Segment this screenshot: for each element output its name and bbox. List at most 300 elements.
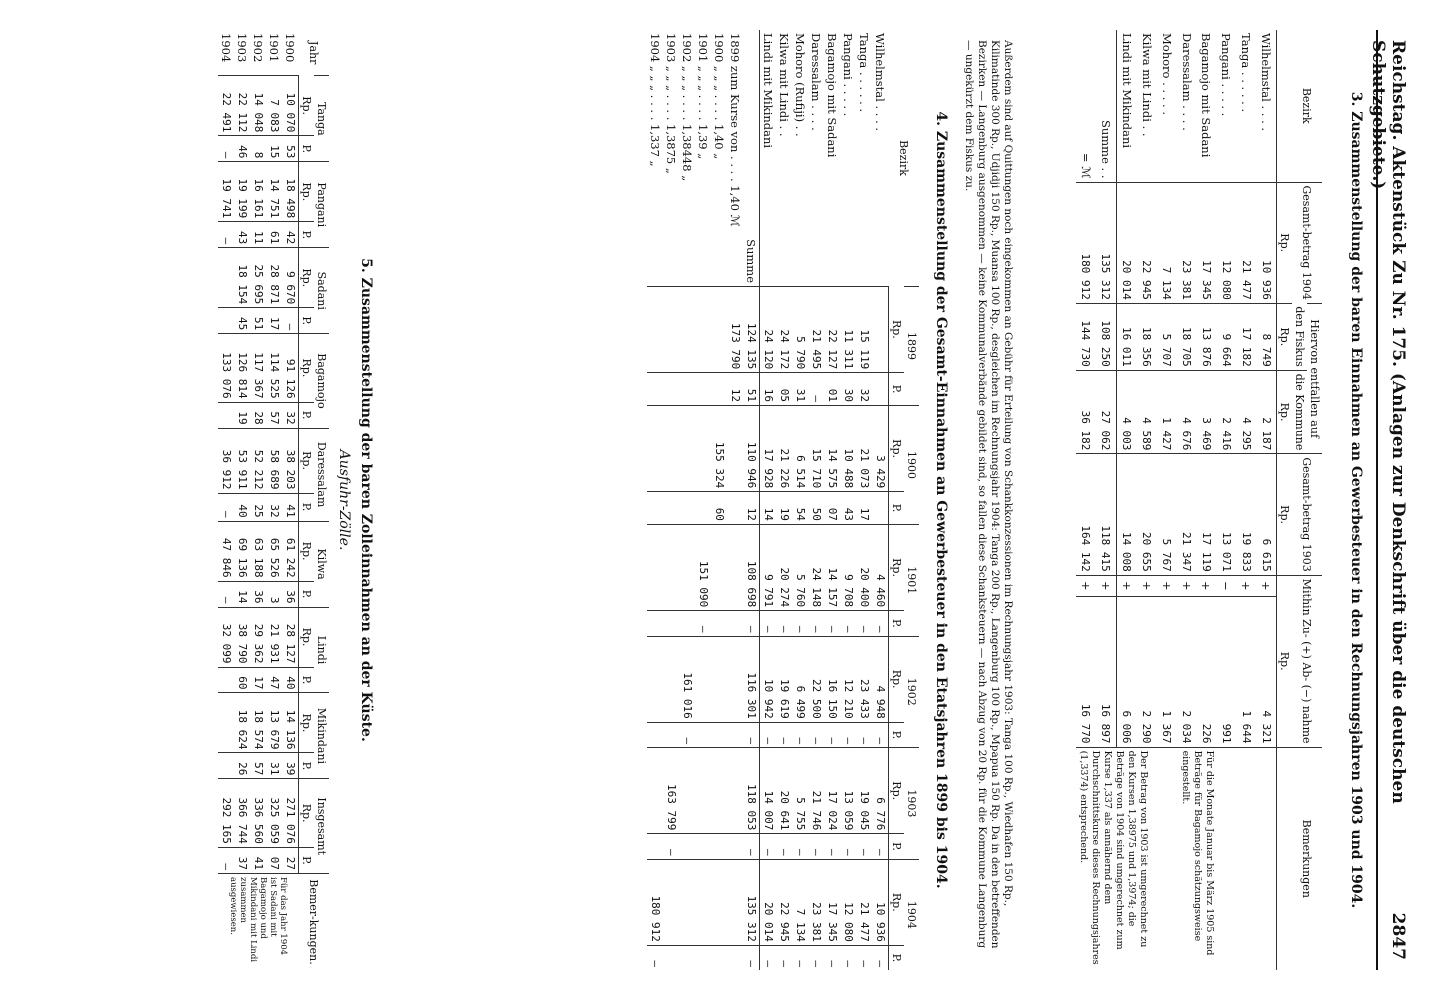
value-rp: 19 741 — [219, 162, 235, 222]
empty-cell — [680, 945, 696, 970]
table-row — [809, 30, 825, 970]
empty-cell — [712, 834, 728, 859]
unit-label: Rp. — [1277, 575, 1293, 747]
value-p: 37 — [235, 847, 251, 873]
value-p: 15 — [267, 136, 283, 162]
year-cell: 1900 — [283, 33, 298, 63]
empty-cell — [728, 611, 744, 636]
value-rp: 5 760 — [793, 524, 809, 610]
mark-p: — — [696, 611, 712, 636]
table-row — [873, 30, 889, 970]
value-p: — — [283, 308, 299, 334]
table-row — [235, 30, 251, 970]
value-p: 25 — [251, 493, 267, 521]
header-title: Reichstag. Aktenstück Zu Nr. 175. (Anlagen zur Denkschrift über die deutschen Schutzgebiete.) — [1368, 40, 1408, 804]
value-rp: 6 499 — [793, 636, 809, 722]
value-p: 32 — [857, 373, 873, 406]
value-cell: 4 295 — [1236, 370, 1256, 454]
value-rp: 9 670 — [283, 248, 299, 308]
empty-cell — [648, 834, 664, 859]
value-rp: 23 433 — [857, 636, 873, 722]
value-rp: 69 136 — [235, 521, 251, 581]
value-cell: 4 676 — [1177, 370, 1197, 454]
sum-p: 12 — [744, 492, 761, 525]
table-row — [857, 30, 873, 970]
col-bezirk: Bezirk — [1300, 87, 1314, 124]
kurs-row — [696, 30, 712, 970]
empty-cell — [648, 748, 664, 834]
unit-rp: Rp. — [889, 859, 905, 945]
table-row — [283, 30, 299, 970]
mark-cell: 16 770 — [1076, 596, 1096, 747]
value-rp: 13 679 — [267, 693, 283, 753]
value-p: — — [857, 834, 873, 859]
bezirk-name: Mohoro . . . . . — [1159, 33, 1174, 116]
value-cell: 13 071 — [1216, 454, 1236, 575]
value-p: — — [219, 222, 235, 248]
empty-cell — [680, 373, 696, 406]
value-cell: 17 182 — [1236, 303, 1256, 370]
value-rp: 20 641 — [777, 748, 793, 834]
unit-label: Rp. — [1277, 454, 1293, 575]
value-p: 50 — [809, 492, 825, 525]
value-rp: 18 574 — [251, 693, 267, 753]
value-p: 8 — [251, 136, 267, 162]
empty-cell — [664, 945, 680, 970]
value-p: 17 — [267, 308, 283, 334]
empty-cell — [712, 287, 728, 373]
value-rp: 114 525 — [267, 334, 283, 402]
bezirk-name: Daressalam . . . . — [1179, 33, 1194, 131]
value-p: 32 — [267, 493, 283, 521]
mark-value: 173 790 — [728, 287, 744, 373]
section-5-table — [219, 30, 330, 970]
empty-cell — [680, 405, 696, 491]
empty-cell — [648, 524, 664, 610]
value-p: — — [219, 493, 235, 521]
col-year: 1902 — [904, 636, 919, 748]
kurs-row — [680, 30, 696, 970]
value-p: — — [857, 611, 873, 636]
empty-cell — [712, 373, 728, 406]
mark-cell: 164 142 — [1076, 454, 1096, 575]
value-rp: 22 112 — [235, 76, 251, 136]
unit-rp: Rp. — [299, 162, 315, 222]
col-place: Insgesamt — [314, 779, 329, 874]
sum-label: Summe . . — [1096, 30, 1116, 182]
value-rp: 38 790 — [235, 607, 251, 667]
value-rp: 14 751 — [267, 162, 283, 222]
mark-cell: 180 912 — [1076, 182, 1096, 303]
table-row — [841, 30, 857, 970]
unit-label: Rp. — [1277, 370, 1293, 454]
value-cell: 4 003 — [1116, 370, 1136, 454]
value-p: — — [793, 722, 809, 747]
remark-text: Der Betrag von 1903 ist umgerechnet zu den Kursen 1,38975 und 1,3974; die Beträge von 1904 sind umgerechnet zum Kurse 1,337 als annähernd dem Durchschnittskurse dieses Rechnungsjahres (1,3374) entsprechend. — [1078, 750, 1149, 965]
value-rp: 14 575 — [825, 405, 841, 491]
col-place: Mikindani — [314, 693, 329, 779]
unit-p: P. — [299, 402, 315, 428]
unit-p: P. — [299, 493, 315, 521]
section-3-table — [1076, 30, 1322, 970]
value-rp: 53 911 — [235, 428, 251, 493]
empty-cell — [664, 373, 680, 406]
value-rp: 21 073 — [857, 405, 873, 491]
value-rp: 47 846 — [219, 521, 235, 581]
sum-p: — — [744, 834, 761, 859]
empty-cell — [728, 834, 744, 859]
value-p: — — [873, 722, 889, 747]
value-rp: 6 514 — [793, 405, 809, 491]
empty-cell — [664, 636, 680, 722]
empty-cell — [648, 611, 664, 636]
mark-value: 180 912 — [648, 859, 664, 945]
col-bemerkungen: Bemer-kungen. — [299, 874, 330, 971]
value-p: — — [873, 611, 889, 636]
col-year: 1900 — [904, 405, 919, 524]
value-p: 36 — [251, 581, 267, 607]
value-p: 3 — [267, 581, 283, 607]
value-rp: 28 127 — [283, 607, 299, 667]
value-rp: 22 945 — [777, 859, 793, 945]
kurs-label: 1904 „ „ „ . . . . 1,337 „ — [648, 33, 663, 167]
value-rp: 22 491 — [219, 76, 235, 136]
value-cell: 2 290 — [1137, 596, 1157, 747]
bezirk-name: Bagamojo mit Sadani — [825, 33, 840, 158]
col-year: 1903 — [904, 748, 919, 860]
value-p: 61 — [267, 222, 283, 248]
col-place: Pangani — [314, 162, 329, 248]
value-rp: 10 942 — [760, 636, 777, 722]
sum-p: — — [744, 611, 761, 636]
value-p: — — [873, 945, 889, 970]
value-rp — [873, 287, 889, 373]
value-rp: 29 362 — [251, 607, 267, 667]
unit-rp: Rp. — [889, 524, 905, 610]
value-p: — — [793, 611, 809, 636]
value-rp: 14 157 — [825, 524, 841, 610]
sign-cell: + — [1256, 575, 1276, 596]
value-rp: 12 210 — [841, 636, 857, 722]
value-rp: 17 024 — [825, 748, 841, 834]
col-bezirk: Bezirk — [897, 140, 911, 176]
value-p — [873, 373, 889, 406]
kurs-row — [664, 30, 680, 970]
table-row — [251, 30, 267, 970]
value-rp: 21 931 — [267, 607, 283, 667]
col-fiskus: den Fiskus — [1293, 306, 1306, 367]
page-header — [1368, 40, 1408, 960]
value-p: 53 — [283, 136, 299, 162]
empty-cell — [680, 748, 696, 834]
sum-cell: 27 062 — [1096, 370, 1116, 454]
value-cell: 991 — [1216, 596, 1236, 747]
value-rp: 336 560 — [251, 779, 267, 847]
empty-cell — [728, 722, 744, 747]
value-rp: 17 345 — [825, 859, 841, 945]
value-cell: 16 011 — [1116, 303, 1136, 370]
value-cell: 14 008 — [1116, 454, 1136, 575]
value-rp: 21 495 — [809, 287, 825, 373]
value-cell: 20 014 — [1116, 182, 1136, 303]
value-cell: 1 367 — [1157, 596, 1177, 747]
empty-cell — [728, 524, 744, 610]
unit-label: Rp. — [1277, 303, 1293, 370]
value-rp: 38 203 — [283, 428, 299, 493]
table-row — [1256, 30, 1276, 970]
bezirk-name: Tanga . . . . . . — [857, 33, 872, 113]
value-rp: 21 226 — [777, 405, 793, 491]
value-cell: 2 034 — [1177, 596, 1197, 747]
kurs-label: 1903 „ „ „ . . . . 1,3875 „ — [664, 33, 679, 174]
value-cell: 3 469 — [1196, 370, 1216, 454]
empty-cell — [680, 834, 696, 859]
value-p: 31 — [793, 373, 809, 406]
unit-rp: Rp. — [299, 779, 315, 847]
value-rp: 63 188 — [251, 521, 267, 581]
empty-cell — [712, 611, 728, 636]
mark-value: 163 799 — [664, 748, 680, 834]
unit-p: P. — [889, 834, 905, 859]
unit-p: P. — [889, 945, 905, 970]
value-p: 54 — [793, 492, 809, 525]
empty-cell — [664, 722, 680, 747]
empty-cell — [664, 287, 680, 373]
value-rp: 14 048 — [251, 76, 267, 136]
value-rp: 4 460 — [873, 524, 889, 610]
value-rp: 20 274 — [777, 524, 793, 610]
unit-p: P. — [299, 308, 315, 334]
bezirk-name: Lindi mit Mikindani — [1119, 33, 1134, 149]
empty-cell — [648, 373, 664, 406]
empty-cell — [696, 287, 712, 373]
unit-rp: Rp. — [299, 248, 315, 308]
value-rp — [219, 248, 235, 308]
empty-cell — [712, 945, 728, 970]
value-p: 26 — [235, 753, 251, 779]
mark-p: — — [680, 722, 696, 747]
value-rp: 7 083 — [267, 76, 283, 136]
bezirk-name: Kilwa mit Lindi . . — [777, 33, 792, 137]
value-rp: 366 744 — [235, 779, 251, 847]
col-kommune: die Kommune — [1292, 370, 1307, 454]
value-p: — — [760, 834, 777, 859]
value-p: — — [777, 834, 793, 859]
table-row — [793, 30, 809, 970]
value-p: 01 — [825, 373, 841, 406]
empty-cell — [680, 492, 696, 525]
sign-cell: + — [1116, 575, 1136, 596]
empty-cell — [728, 748, 744, 834]
value-p: — — [841, 834, 857, 859]
value-rp: 24 172 — [777, 287, 793, 373]
value-rp: 15 119 — [857, 287, 873, 373]
col-bemerkungen: Bemerkungen — [1292, 747, 1322, 970]
unit-rp: Rp. — [889, 287, 905, 373]
value-rp: 3 429 — [873, 405, 889, 491]
page-number: 2847 — [1388, 912, 1408, 960]
col-year: 1899 — [904, 287, 919, 406]
value-cell: 7 134 — [1157, 182, 1177, 303]
col-place: Sadani — [314, 248, 329, 334]
unit-rp: Rp. — [889, 748, 905, 834]
unit-p: P. — [889, 373, 905, 406]
value-p: 46 — [235, 136, 251, 162]
unit-rp: Rp. — [299, 76, 315, 136]
table-row — [777, 30, 793, 970]
bezirk-name: Wilhelmstal . . . . — [1259, 33, 1274, 132]
empty-cell — [712, 722, 728, 747]
value-rp: 271 076 — [283, 779, 299, 847]
value-rp: 22 127 — [825, 287, 841, 373]
section-4-title: 4. Zusammenstellung der Gesamt-Einnahmen an Gewerbesteuer in den Etatsjahren 1899 bis 1904. — [933, 111, 949, 889]
col-place: Tanga — [314, 76, 329, 162]
empty-cell — [664, 859, 680, 945]
value-p: — — [873, 834, 889, 859]
value-rp: 9 791 — [760, 524, 777, 610]
value-rp — [219, 693, 235, 753]
empty-cell — [648, 405, 664, 491]
unit-p: P. — [299, 136, 315, 162]
bezirk-name: Mohoro (Rufiji) . . — [793, 33, 808, 137]
empty-cell — [664, 611, 680, 636]
value-cell: 19 833 — [1236, 454, 1256, 575]
unit-p: P. — [299, 222, 315, 248]
unit-p: P. — [299, 667, 315, 693]
value-p: 42 — [283, 222, 299, 248]
empty-cell — [680, 611, 696, 636]
kurs-label: 1902 „ „ „ . . . . 1,38448 „ — [680, 33, 695, 182]
value-rp: 133 076 — [219, 334, 235, 402]
value-rp: 61 242 — [283, 521, 299, 581]
value-p: — — [841, 722, 857, 747]
year-cell: 1903 — [235, 33, 250, 63]
value-p: — — [793, 834, 809, 859]
sign-cell: + — [1196, 575, 1216, 596]
sum-label: Summe — [744, 30, 761, 287]
col-year: 1904 — [904, 859, 919, 970]
value-p: 43 — [841, 492, 857, 525]
value-rp: 32 099 — [219, 607, 235, 667]
mark-label: = ℳ — [1078, 152, 1093, 179]
unit-rp: Rp. — [299, 521, 315, 581]
kurs-label: 1901 „ „ „ . . . . 1,39 „ — [696, 33, 711, 160]
value-p: 16 — [760, 373, 777, 406]
value-rp: 10 936 — [873, 859, 889, 945]
col-gesamt-1903: Gesamt-betrag 1903 — [1292, 454, 1322, 575]
empty-cell — [696, 373, 712, 406]
mark-cell: 144 730 — [1076, 303, 1096, 370]
value-cell: 17 119 — [1196, 454, 1216, 575]
value-cell: 18 705 — [1177, 303, 1197, 370]
remark-text: Für die Monate Januar bis März 1905 sind Beträge für Bagamojo schätzungsweise eingestellt. — [1180, 750, 1215, 956]
empty-cell — [696, 945, 712, 970]
empty-cell — [712, 748, 728, 834]
value-p: — — [809, 945, 825, 970]
value-p: — — [825, 611, 841, 636]
value-p: 19 — [235, 402, 251, 428]
sum-rp: 116 301 — [744, 636, 761, 722]
year-cell: 1901 — [267, 33, 282, 63]
value-p: — — [760, 611, 777, 636]
sign-cell: + — [1096, 575, 1116, 596]
value-p: — — [809, 373, 825, 406]
section-3-title: 3. Zusammenstellung der baren Einnahmen an Gewerbesteuer in den Rechnungsjahren 1903 und 1904. — [1348, 91, 1364, 909]
empty-cell — [680, 287, 696, 373]
value-p: 28 — [251, 402, 267, 428]
value-cell: 22 945 — [1137, 182, 1157, 303]
unit-p: P. — [889, 492, 905, 525]
mark-p: — — [664, 834, 680, 859]
empty-cell — [728, 636, 744, 722]
value-p: — — [793, 945, 809, 970]
value-p: 36 — [283, 581, 299, 607]
value-rp: 36 912 — [219, 428, 235, 493]
kurs-label: 1899 zum Kurse von . . . . 1,40 ℳ — [728, 33, 743, 227]
col-place: Daressalam — [314, 428, 329, 521]
value-p: 41 — [251, 847, 267, 873]
value-p: — — [219, 136, 235, 162]
col-gesamt-1904: Gesamt-betrag 1904 — [1292, 182, 1322, 303]
sum-cell: 118 415 — [1096, 454, 1116, 575]
sign-cell: + — [1236, 575, 1256, 596]
sign-cell: − — [1216, 575, 1236, 596]
value-p: 11 — [251, 222, 267, 248]
mark-p: 12 — [728, 373, 744, 406]
value-p: 30 — [841, 373, 857, 406]
value-rp: 20 014 — [760, 859, 777, 945]
value-p: — — [857, 722, 873, 747]
sign-cell: + — [1137, 575, 1157, 596]
value-p: 40 — [235, 493, 251, 521]
value-rp: 21 477 — [857, 859, 873, 945]
section-4-table — [648, 30, 920, 970]
value-cell: 9 664 — [1216, 303, 1236, 370]
empty-cell — [696, 748, 712, 834]
empty-cell — [648, 636, 664, 722]
bezirk-name: Pangani . . . . . — [1219, 33, 1234, 117]
value-cell: 10 936 — [1256, 182, 1276, 303]
col-jahr: Jahr — [307, 41, 321, 65]
bezirk-name: Daressalam . . . . — [809, 33, 824, 131]
value-rp: 20 400 — [857, 524, 873, 610]
value-rp: 10 070 — [283, 76, 299, 136]
value-p — [219, 402, 235, 428]
value-rp: 15 710 — [809, 405, 825, 491]
value-cell: 20 655 — [1137, 454, 1157, 575]
empty-cell — [696, 405, 712, 491]
empty-cell — [712, 859, 728, 945]
sign-cell: + — [1076, 575, 1096, 596]
value-p: 17 — [857, 492, 873, 525]
header-rule — [1376, 30, 1378, 970]
unit-p: P. — [889, 611, 905, 636]
empty-cell — [648, 722, 664, 747]
col-place: Kilwa — [314, 521, 329, 607]
value-p: — — [760, 945, 777, 970]
value-cell: 23 381 — [1177, 182, 1197, 303]
sum-rp: 110 946 — [744, 405, 761, 491]
sign-cell: + — [1177, 575, 1197, 596]
value-rp: 11 311 — [841, 287, 857, 373]
col-mithin: Mithin Zu- (+) Ab- (−) nahme — [1292, 575, 1322, 747]
mark-value: 161 016 — [680, 636, 696, 722]
value-cell: 21 477 — [1236, 182, 1256, 303]
section-5-subtitle: Ausfuhr-Zölle. — [336, 449, 352, 551]
value-cell: 2 187 — [1256, 370, 1276, 454]
value-p: 57 — [267, 402, 283, 428]
value-p: — — [219, 581, 235, 607]
